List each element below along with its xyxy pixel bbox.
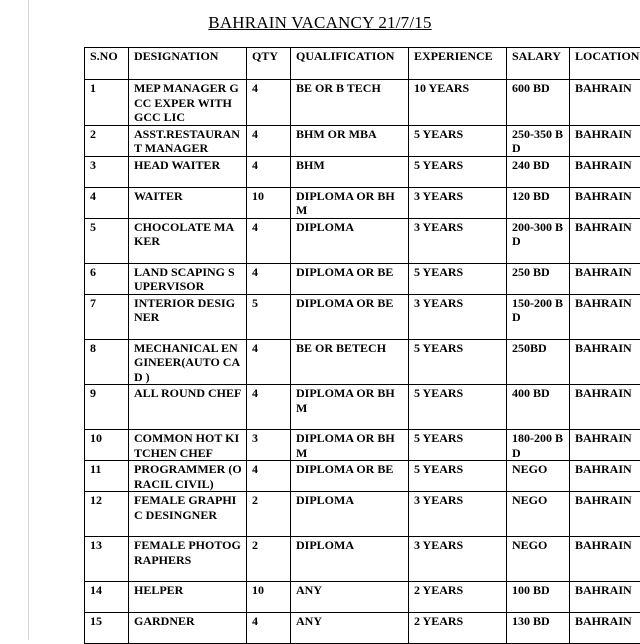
cell-designation: WAITER: [129, 187, 247, 218]
header-sno: S.NO: [85, 48, 129, 80]
cell-qualification: DIPLOMA OR BE: [291, 263, 409, 294]
cell-location: BAHRAIN: [570, 156, 640, 187]
cell-sno: 1: [85, 80, 129, 126]
table-row: [85, 263, 640, 294]
table-row: [85, 339, 640, 385]
cell-designation: HEAD WAITER: [129, 156, 247, 187]
cell-qualification: DIPLOMA OR BHM: [291, 187, 409, 218]
cell-qty: 5: [247, 294, 291, 339]
cell-designation: COMMON HOT KITCHEN CHEF: [129, 430, 247, 461]
cell-experience: 5 YEARS: [409, 156, 507, 187]
table-row: [85, 294, 640, 339]
cell-salary: 600 BD: [507, 80, 570, 126]
cell-sno: 7: [85, 294, 129, 339]
cell-experience: 5 YEARS: [409, 263, 507, 294]
cell-salary: NEGO: [507, 492, 570, 537]
cell-sno: 10: [85, 430, 129, 461]
table-row: [85, 187, 640, 218]
cell-salary: 400 BD: [507, 385, 570, 430]
cell-designation: CHOCOLATE MAKER: [129, 218, 247, 263]
cell-sno: 4: [85, 187, 129, 218]
cell-qualification: BE OR B TECH: [291, 80, 409, 126]
cell-designation: PROGRAMMER (ORACIL CIVIL): [129, 461, 247, 492]
cell-location: BAHRAIN: [570, 461, 640, 492]
cell-experience: 5 YEARS: [409, 125, 507, 156]
cell-qty: 4: [247, 125, 291, 156]
cell-sno: 13: [85, 537, 129, 582]
table-row: [85, 461, 640, 492]
cell-salary: 150-200 BD: [507, 294, 570, 339]
header-designation: DESIGNATION: [129, 48, 247, 80]
cell-salary: NEGO: [507, 461, 570, 492]
vacancy-table: [84, 47, 640, 644]
cell-sno: 12: [85, 492, 129, 537]
table-row: [85, 385, 640, 430]
table-row: [85, 80, 640, 126]
cell-location: BAHRAIN: [570, 187, 640, 218]
cell-experience: 3 YEARS: [409, 187, 507, 218]
cell-qty: 4: [247, 613, 291, 644]
cell-designation: FEMALE PHOTOGRAPHERS: [129, 537, 247, 582]
table-row: [85, 125, 640, 156]
cell-sno: 6: [85, 263, 129, 294]
cell-qty: 10: [247, 187, 291, 218]
table-row: [85, 537, 640, 582]
cell-salary: NEGO: [507, 537, 570, 582]
cell-qty: 4: [247, 80, 291, 126]
cell-location: BAHRAIN: [570, 537, 640, 582]
cell-salary: 120 BD: [507, 187, 570, 218]
cell-designation: MECHANICAL ENGINEER(AUTO CAD ): [129, 339, 247, 385]
cell-qualification: DIPLOMA: [291, 537, 409, 582]
cell-location: BAHRAIN: [570, 492, 640, 537]
header-row: [85, 48, 640, 80]
cell-designation: GARDNER: [129, 613, 247, 644]
cell-qualification: DIPLOMA OR BE: [291, 461, 409, 492]
header-qualification: QUALIFICATION: [291, 48, 409, 80]
cell-experience: 3 YEARS: [409, 218, 507, 263]
cell-salary: 240 BD: [507, 156, 570, 187]
cell-experience: 2 YEARS: [409, 613, 507, 644]
cell-qty: 4: [247, 263, 291, 294]
cell-experience: 3 YEARS: [409, 294, 507, 339]
cell-location: BAHRAIN: [570, 339, 640, 385]
cell-qty: 4: [247, 461, 291, 492]
document-title: BAHRAIN VACANCY 21/7/15: [0, 13, 640, 33]
cell-location: BAHRAIN: [570, 294, 640, 339]
cell-qualification: DIPLOMA: [291, 218, 409, 263]
cell-designation: FEMALE GRAPHIC DESINGNER: [129, 492, 247, 537]
cell-salary: 130 BD: [507, 613, 570, 644]
cell-qty: 4: [247, 218, 291, 263]
cell-experience: 5 YEARS: [409, 385, 507, 430]
cell-designation: LAND SCAPING SUPERVISOR: [129, 263, 247, 294]
cell-salary: 180-200 BD: [507, 430, 570, 461]
cell-location: BAHRAIN: [570, 80, 640, 126]
table-row: [85, 430, 640, 461]
table-row: [85, 156, 640, 187]
cell-sno: 5: [85, 218, 129, 263]
cell-experience: 3 YEARS: [409, 537, 507, 582]
table-row: [85, 218, 640, 263]
cell-salary: 250-350 BD: [507, 125, 570, 156]
cell-qty: 4: [247, 339, 291, 385]
cell-experience: 2 YEARS: [409, 582, 507, 613]
cell-experience: 5 YEARS: [409, 461, 507, 492]
cell-qualification: DIPLOMA OR BHM: [291, 430, 409, 461]
cell-location: BAHRAIN: [570, 430, 640, 461]
header-qty: QTY: [247, 48, 291, 80]
cell-qualification: ANY: [291, 613, 409, 644]
cell-designation: ASST.RESTAURANT MANAGER: [129, 125, 247, 156]
cell-salary: 200-300 BD: [507, 218, 570, 263]
table-row: [85, 613, 640, 644]
header-salary: SALARY: [507, 48, 570, 80]
cell-sno: 8: [85, 339, 129, 385]
cell-location: BAHRAIN: [570, 385, 640, 430]
cell-salary: 100 BD: [507, 582, 570, 613]
cell-experience: 5 YEARS: [409, 430, 507, 461]
table-row: [85, 582, 640, 613]
cell-qualification: ANY: [291, 582, 409, 613]
cell-qualification: DIPLOMA OR BE: [291, 294, 409, 339]
cell-sno: 3: [85, 156, 129, 187]
cell-sno: 15: [85, 613, 129, 644]
cell-salary: 250 BD: [507, 263, 570, 294]
header-experience: EXPERIENCE: [409, 48, 507, 80]
cell-designation: ALL ROUND CHEF: [129, 385, 247, 430]
cell-qty: 2: [247, 537, 291, 582]
cell-experience: 3 YEARS: [409, 492, 507, 537]
cell-designation: INTERIOR DESIGNER: [129, 294, 247, 339]
cell-sno: 11: [85, 461, 129, 492]
cell-sno: 9: [85, 385, 129, 430]
cell-experience: 5 YEARS: [409, 339, 507, 385]
cell-qualification: BHM OR MBA: [291, 125, 409, 156]
cell-qualification: BE OR BETECH: [291, 339, 409, 385]
cell-qualification: DIPLOMA OR BHM: [291, 385, 409, 430]
cell-sno: 2: [85, 125, 129, 156]
cell-qualification: DIPLOMA: [291, 492, 409, 537]
table-row: [85, 492, 640, 537]
cell-qty: 10: [247, 582, 291, 613]
cell-qty: 4: [247, 156, 291, 187]
cell-qty: 4: [247, 385, 291, 430]
cell-location: BAHRAIN: [570, 582, 640, 613]
cell-location: BAHRAIN: [570, 263, 640, 294]
header-location: LOCATION: [570, 48, 640, 80]
cell-sno: 14: [85, 582, 129, 613]
cell-experience: 10 YEARS: [409, 80, 507, 126]
cell-designation: MEP MANAGER GCC EXPER WITH GCC LIC: [129, 80, 247, 126]
cell-qty: 3: [247, 430, 291, 461]
cell-qualification: BHM: [291, 156, 409, 187]
page-margin-line: [28, 0, 29, 640]
cell-location: BAHRAIN: [570, 613, 640, 644]
cell-salary: 250BD: [507, 339, 570, 385]
cell-location: BAHRAIN: [570, 218, 640, 263]
cell-location: BAHRAIN: [570, 125, 640, 156]
cell-designation: HELPER: [129, 582, 247, 613]
cell-qty: 2: [247, 492, 291, 537]
